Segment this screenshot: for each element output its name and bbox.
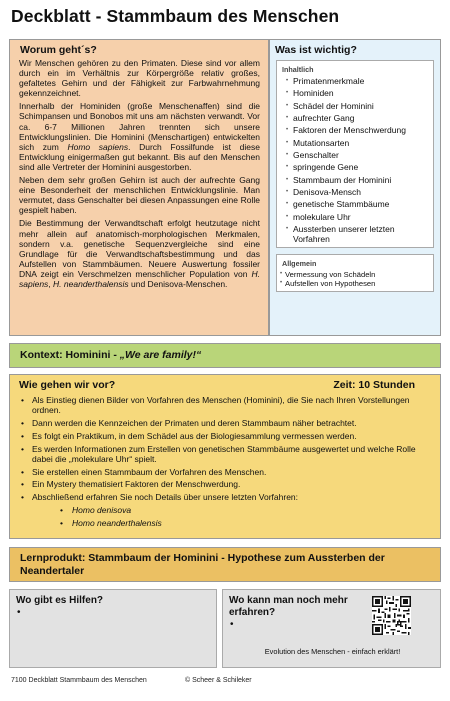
important-box — [269, 39, 441, 336]
intro-text — [10, 58, 268, 289]
intro-paragraph — [19, 58, 260, 98]
procedure-step: • Es folgt ein Praktikum, in dem Schädel aus der Biologiesammlung vermessen werden. — [10, 431, 442, 441]
intro-text-run: Innerhalb der Hominiden (große Menschenaffen) sind die Schimpansen und Bonobos mit uns am nächsten verwandt. Vor ca. 6-7 Millionen Jahren trennten sich unsere Entwicklungslinien. Die Hominini (Menschartigen) entwickelten sich zum — [19, 101, 260, 152]
time-label: Zeit: 10 Stunden — [333, 379, 415, 391]
learning-product-bar: Lernprodukt: Stammbaum der Hominini - Hypothese zum Aussterben der Neandertaler — [9, 547, 441, 582]
context-motto: „We are family!“ — [119, 349, 202, 361]
video-caption[interactable]: Evolution des Menschen - einfach erklärt! — [264, 647, 401, 656]
help-heading: Wo gibt es Hilfen? — [16, 595, 104, 606]
content-topic-item: • Denisova-Mensch — [277, 187, 433, 197]
more-info-heading: Wo kann man noch mehr erfahren? — [229, 595, 348, 618]
procedure-box — [9, 374, 441, 539]
more-info-bullet: • — [230, 619, 234, 630]
general-panel-label: Allgemein — [282, 258, 317, 268]
content-topic-item: • molekulare Uhr — [277, 212, 433, 222]
intro-text-run: und Denisova-Menschen. — [128, 278, 228, 289]
content-topic-item: • aufrechter Gang — [277, 113, 433, 123]
general-panel — [276, 254, 434, 292]
general-skill-list — [277, 270, 433, 289]
content-topic-item: • Schädel der Hominini — [277, 101, 433, 111]
intro-paragraph — [19, 218, 260, 289]
page-title: Deckblatt - Stammbaum des Menschen — [11, 6, 340, 26]
procedure-step: • Ein Mystery thematisiert Faktoren der Menschwerdung. — [10, 479, 442, 489]
content-topic-item: • springende Gene — [277, 162, 433, 172]
procedure-substep: • Homo denisova — [10, 505, 442, 515]
content-topic-item: • Mutationsarten — [277, 138, 433, 148]
content-topic-item: • Hominiden — [277, 88, 433, 98]
procedure-steps — [10, 395, 442, 531]
content-topic-item: • Genschalter — [277, 150, 433, 160]
content-topic-item: • Primatenmerkmale — [277, 76, 433, 86]
content-panel-label: Inhaltlich — [282, 65, 314, 74]
content-topic-item: • Aussterben unserer letzten Vorfahren — [277, 224, 433, 245]
content-topic-item: • Stammbaum der Hominini — [277, 175, 433, 185]
intro-italic-term: Homo sapiens — [67, 141, 129, 152]
intro-text-run: Wir Menschen gehören zu den Primaten. Diese sind vor allem durch ein im Verhältnis zur Körpergröße relativ großes, gefaltetes Gehirn und der Fähigkeit zur Farbwahrnehmung gekennzeichnet. — [19, 58, 260, 99]
content-topic-item: • Faktoren der Menschwerdung — [277, 125, 433, 135]
intro-italic-term: H. sapiens — [19, 268, 260, 289]
more-info-box — [222, 589, 441, 668]
intro-paragraph — [19, 175, 260, 215]
help-bullet: • — [17, 607, 21, 618]
procedure-step: • Sie erstellen einen Stammbaum der Vorfahren des Menschen. — [10, 467, 442, 477]
context-label: Kontext: Hominini - — [20, 349, 120, 361]
qr-code-icon[interactable] — [372, 596, 411, 635]
content-topic-list — [277, 76, 433, 245]
content-panel — [276, 60, 434, 248]
procedure-step: • Es werden Informationen zum Erstellen von genetischen Stammbäume ausgewertet und welche Rolle dabei die „molekulare Uhr“ spielt. — [10, 444, 442, 464]
intro-box — [9, 39, 269, 336]
procedure-step: • Als Einstieg dienen Bilder von Vorfahren des Menschen (Hominini), die Sie nach Ihren Vorstellungen ordnen. — [10, 395, 442, 415]
context-bar — [9, 343, 441, 368]
general-skill-item: • Aufstellen von Hypothesen — [277, 279, 433, 289]
procedure-step: • Dann werden die Kennzeichen der Primaten und deren Stammbaum näher betrachtet. — [10, 418, 442, 428]
content-topic-item: • genetische Stammbäume — [277, 199, 433, 209]
procedure-step: • Abschließend erfahren Sie noch Details über unsere letzten Vorfahren: — [10, 492, 442, 502]
intro-paragraph — [19, 101, 260, 172]
intro-text-run: Die Bestimmung der Verwandtschaft erfolgt heutzutage nicht mehr allein auf anatomisch-morphologischen Merkmalen, sondern v.a. genetische Sequenzvergleiche sind eine Grundlage für die Verwandtschaftsbestimmung und das Aufstellen von Stammbäumen. Neuere Auswertung fossiler DNA zeigt ein Verschmelzen menschlicher Population von — [19, 218, 260, 279]
intro-italic-term: H. neanderthalensis — [53, 278, 129, 289]
footer-code: 7100 Deckblatt Stammbaum des Menschen — [11, 677, 147, 684]
general-skill-item: • Vermessung von Schädeln — [277, 270, 433, 280]
intro-text-run: , — [48, 278, 54, 289]
footer-copyright: © Scheer & Schileker — [185, 677, 252, 684]
procedure-substep: • Homo neanderthalensis — [10, 518, 442, 528]
intro-text-run: . Durch Fossilfunde ist diese Entwicklung einigermaßen gut bekannt. Bis auf den Menschen sind alle Vertreter der Hominini ausgestorben. — [19, 141, 260, 172]
intro-heading: Worum geht´s? — [20, 44, 97, 56]
procedure-heading: Wie gehen wir vor? — [19, 379, 116, 391]
help-box — [9, 589, 217, 668]
intro-text-run: Neben dem sehr großen Gehirn ist auch der aufrechte Gang eine Besonderheit der menschlichen Entwicklungslinie. Man vermutet, dass Genschalter bei diesen Anpassungen eine Rolle gespielt haben. — [19, 175, 260, 216]
important-heading: Was ist wichtig? — [275, 44, 357, 56]
